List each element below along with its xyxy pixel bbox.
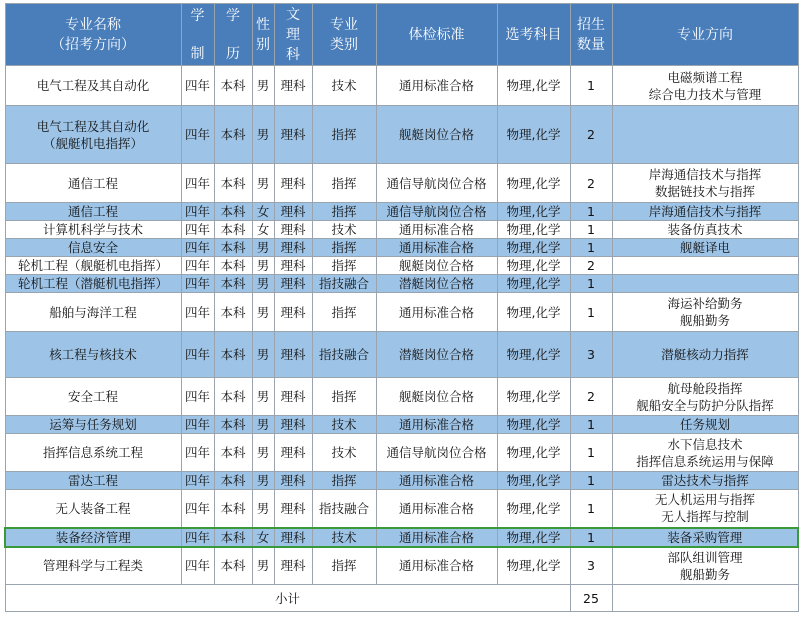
direction-cell [612, 66, 798, 106]
major-cell [5, 434, 181, 472]
category-cell: 指技融合 [312, 275, 376, 293]
duration-cell: 四年 [181, 66, 214, 106]
direction-cell [612, 472, 798, 490]
header-physical [376, 4, 497, 66]
header-subjects-label: 选考科目 [505, 26, 562, 43]
physical-cell: 通用标准合格 [376, 472, 497, 490]
category-cell: 技术 [312, 221, 376, 239]
quota-cell: 2 [570, 106, 612, 164]
physical-cell: 潜艇岗位合格 [376, 332, 497, 378]
track-cell: 理科 [274, 434, 312, 472]
category-cell: 指技融合 [312, 490, 376, 528]
duration-cell: 四年 [181, 293, 214, 332]
subjects-cell: 物理,化学 [497, 293, 570, 332]
duration-cell: 四年 [181, 257, 214, 275]
direction-line: 水下信息技术 [667, 436, 743, 452]
direction-line: 装备采购管理 [667, 529, 743, 545]
quota-cell: 1 [570, 221, 612, 239]
physical-cell: 潜艇岗位合格 [376, 275, 497, 293]
direction-line: 部队组训管理 [667, 549, 743, 565]
direction-cell [612, 490, 798, 528]
major-cell [5, 528, 181, 547]
gender-cell: 男 [252, 164, 274, 203]
table-row [5, 490, 798, 528]
category-cell: 指挥 [312, 164, 376, 203]
quota-cell: 2 [570, 164, 612, 203]
major-cell [5, 293, 181, 332]
subjects-cell: 物理,化学 [497, 239, 570, 257]
direction-line: 雷达技术与指挥 [661, 473, 749, 488]
major-line: 通信工程 [67, 204, 118, 219]
degree-cell: 本科 [214, 547, 252, 585]
major-cell [5, 547, 181, 585]
header-track-label: 文理科 [286, 6, 300, 63]
gender-cell: 男 [252, 66, 274, 106]
track-cell: 理科 [274, 239, 312, 257]
header-quota-label: 招生数量 [577, 16, 605, 53]
header-subjects [497, 4, 570, 66]
major-line: 电气工程及其自动化 [36, 78, 150, 93]
gender-cell: 女 [252, 203, 274, 221]
physical-cell: 通用标准合格 [376, 528, 497, 547]
track-cell: 理科 [274, 332, 312, 378]
major-line: 核工程与核技术 [49, 347, 137, 362]
subjects-cell: 物理,化学 [497, 434, 570, 472]
major-line: 运筹与任务规划 [49, 417, 137, 432]
direction-cell [612, 203, 798, 221]
degree-cell: 本科 [214, 221, 252, 239]
header-degree-top: 学 [226, 7, 240, 24]
subjects-cell: 物理,化学 [497, 164, 570, 203]
physical-cell: 通信导航岗位合格 [376, 164, 497, 203]
subjects-cell: 物理,化学 [497, 221, 570, 239]
major-cell [5, 257, 181, 275]
gender-cell: 男 [252, 378, 274, 416]
duration-cell: 四年 [181, 490, 214, 528]
gender-cell: 男 [252, 416, 274, 434]
subjects-cell: 物理,化学 [497, 66, 570, 106]
table-row [5, 378, 798, 416]
category-cell: 指挥 [312, 378, 376, 416]
track-cell: 理科 [274, 66, 312, 106]
direction-line: 舰船勤务 [679, 313, 730, 328]
major-line: 电气工程及其自动化 [36, 118, 150, 134]
track-cell: 理科 [274, 528, 312, 547]
category-cell: 指挥 [312, 257, 376, 275]
track-cell: 理科 [274, 221, 312, 239]
header-gender [252, 4, 274, 66]
major-line: 管理科学与工程类 [42, 558, 143, 574]
header-duration-top: 学 [190, 7, 205, 24]
major-line: 轮机工程（潜艇机电指挥） [17, 276, 168, 291]
subjects-cell: 物理,化学 [497, 257, 570, 275]
subjects-cell: 物理,化学 [497, 416, 570, 434]
table-row [5, 257, 798, 275]
direction-line: 潜艇核动力指挥 [661, 347, 749, 362]
header-category [312, 4, 376, 66]
direction-cell [612, 332, 798, 378]
table-row [5, 221, 798, 239]
major-cell [5, 416, 181, 434]
major-line: 轮机工程（舰艇机电指挥） [17, 258, 168, 273]
duration-cell: 四年 [181, 528, 214, 547]
category-cell: 指挥 [312, 472, 376, 490]
subjects-cell: 物理,化学 [497, 378, 570, 416]
direction-cell [612, 547, 798, 585]
physical-cell: 通用标准合格 [376, 221, 497, 239]
major-line: 指挥信息系统工程 [42, 445, 143, 460]
category-cell: 指技融合 [312, 332, 376, 378]
gender-cell: 男 [252, 106, 274, 164]
gender-cell: 男 [252, 472, 274, 490]
duration-cell: 四年 [181, 239, 214, 257]
physical-cell: 通信导航岗位合格 [376, 434, 497, 472]
header-quota [570, 4, 612, 66]
table-row [5, 547, 798, 585]
direction-line: 任务规划 [679, 417, 730, 432]
track-cell: 理科 [274, 203, 312, 221]
subjects-cell: 物理,化学 [497, 472, 570, 490]
total-quota: 25 [570, 585, 612, 612]
quota-cell: 1 [570, 203, 612, 221]
table-row [5, 416, 798, 434]
physical-cell: 舰艇岗位合格 [376, 106, 497, 164]
header-direction [612, 4, 798, 66]
direction-line: 电磁频谱工程 [667, 69, 743, 85]
header-physical-label: 体检标准 [408, 26, 465, 43]
physical-cell: 通用标准合格 [376, 66, 497, 106]
duration-cell: 四年 [181, 416, 214, 434]
category-cell: 指挥 [312, 203, 376, 221]
quota-cell: 3 [570, 547, 612, 585]
degree-cell: 本科 [214, 434, 252, 472]
physical-cell: 通用标准合格 [376, 416, 497, 434]
table-row [5, 528, 798, 547]
gender-cell: 男 [252, 257, 274, 275]
direction-cell [612, 528, 798, 547]
direction-line: 综合电力技术与管理 [648, 86, 762, 102]
direction-cell [612, 164, 798, 203]
track-cell: 理科 [274, 257, 312, 275]
subjects-cell: 物理,化学 [497, 490, 570, 528]
direction-line: 装备仿真技术 [667, 222, 743, 237]
quota-cell: 1 [570, 66, 612, 106]
duration-cell: 四年 [181, 332, 214, 378]
table-row [5, 203, 798, 221]
subjects-cell: 物理,化学 [497, 275, 570, 293]
physical-cell: 通用标准合格 [376, 547, 497, 585]
degree-cell: 本科 [214, 106, 252, 164]
degree-cell: 本科 [214, 416, 252, 434]
header-major [5, 4, 181, 66]
gender-cell: 男 [252, 275, 274, 293]
major-cell [5, 239, 181, 257]
physical-cell: 舰艇岗位合格 [376, 378, 497, 416]
direction-cell [612, 106, 798, 164]
header-major-sub: （招考方向） [51, 36, 135, 53]
quota-cell: 1 [570, 434, 612, 472]
direction-line: 岸海通信技术与指挥 [648, 167, 762, 182]
direction-cell [612, 221, 798, 239]
category-cell: 技术 [312, 416, 376, 434]
track-cell: 理科 [274, 472, 312, 490]
major-line: 装备经济管理 [55, 529, 131, 545]
table-row [5, 106, 798, 164]
total-label: 小计 [5, 585, 570, 612]
category-cell: 指挥 [312, 293, 376, 332]
major-cell [5, 66, 181, 106]
major-cell [5, 378, 181, 416]
quota-cell: 2 [570, 257, 612, 275]
header-duration [181, 4, 214, 66]
degree-cell: 本科 [214, 164, 252, 203]
subjects-cell: 物理,化学 [497, 106, 570, 164]
duration-cell: 四年 [181, 434, 214, 472]
physical-cell: 舰艇岗位合格 [376, 257, 497, 275]
major-line: 信息安全 [67, 240, 118, 255]
degree-cell: 本科 [214, 66, 252, 106]
track-cell: 理科 [274, 490, 312, 528]
gender-cell: 女 [252, 221, 274, 239]
degree-cell: 本科 [214, 293, 252, 332]
physical-cell: 通用标准合格 [376, 239, 497, 257]
category-cell: 技术 [312, 66, 376, 106]
subjects-cell: 物理,化学 [497, 203, 570, 221]
track-cell: 理科 [274, 275, 312, 293]
gender-cell: 男 [252, 434, 274, 472]
track-cell: 理科 [274, 547, 312, 585]
gender-cell: 女 [252, 528, 274, 547]
table-row [5, 239, 798, 257]
duration-cell: 四年 [181, 378, 214, 416]
header-degree-bottom: 历 [226, 45, 240, 62]
major-cell [5, 221, 181, 239]
category-cell: 指挥 [312, 239, 376, 257]
table-row [5, 275, 798, 293]
physical-cell: 通用标准合格 [376, 490, 497, 528]
quota-cell: 1 [570, 275, 612, 293]
header-duration-bottom: 制 [190, 45, 205, 62]
subjects-cell: 物理,化学 [497, 332, 570, 378]
major-cell [5, 203, 181, 221]
quota-cell: 2 [570, 378, 612, 416]
header-major-label: 专业名称 [65, 16, 121, 33]
category-cell: 指挥 [312, 547, 376, 585]
quota-cell: 1 [570, 490, 612, 528]
direction-cell [612, 257, 798, 275]
enrollment-table [4, 3, 799, 612]
direction-line: 舰船勤务 [679, 566, 730, 582]
header-degree [214, 4, 252, 66]
direction-line: 无人指挥与控制 [661, 509, 749, 525]
direction-line: 舰艇译电 [679, 240, 730, 255]
degree-cell: 本科 [214, 332, 252, 378]
enrollment-table-container [4, 3, 797, 612]
duration-cell: 四年 [181, 275, 214, 293]
major-cell [5, 472, 181, 490]
table-row [5, 66, 798, 106]
table-row [5, 434, 798, 472]
header-row [5, 4, 798, 66]
category-cell: 技术 [312, 528, 376, 547]
direction-line: 无人机运用与指挥 [654, 492, 755, 508]
direction-line: 航母舱段指挥 [667, 380, 743, 396]
quota-cell: 1 [570, 416, 612, 434]
category-cell: 技术 [312, 434, 376, 472]
major-cell [5, 106, 181, 164]
major-line: 无人装备工程 [55, 500, 131, 516]
table-row [5, 332, 798, 378]
degree-cell: 本科 [214, 203, 252, 221]
quota-cell: 1 [570, 293, 612, 332]
duration-cell: 四年 [181, 472, 214, 490]
direction-line: 数据链技术与指挥 [654, 184, 755, 199]
degree-cell: 本科 [214, 275, 252, 293]
track-cell: 理科 [274, 378, 312, 416]
header-gender-label: 性别 [256, 16, 270, 53]
header-direction-label: 专业方向 [677, 26, 733, 43]
degree-cell: 本科 [214, 490, 252, 528]
major-line: 计算机科学与技术 [42, 222, 143, 237]
degree-cell: 本科 [214, 257, 252, 275]
gender-cell: 男 [252, 332, 274, 378]
table-body [5, 66, 798, 585]
direction-cell [612, 275, 798, 293]
degree-cell: 本科 [214, 239, 252, 257]
major-line: （舰艇机电指挥） [42, 135, 143, 151]
direction-cell [612, 293, 798, 332]
duration-cell: 四年 [181, 106, 214, 164]
gender-cell: 男 [252, 490, 274, 528]
total-direction-empty [612, 585, 798, 612]
degree-cell: 本科 [214, 528, 252, 547]
table-row [5, 293, 798, 332]
duration-cell: 四年 [181, 547, 214, 585]
duration-cell: 四年 [181, 164, 214, 203]
total-row [5, 585, 798, 612]
major-cell [5, 164, 181, 203]
subjects-cell: 物理,化学 [497, 528, 570, 547]
header-category-label: 专业类别 [330, 16, 358, 53]
quota-cell: 1 [570, 239, 612, 257]
direction-cell [612, 378, 798, 416]
major-line: 雷达工程 [67, 473, 118, 488]
duration-cell: 四年 [181, 203, 214, 221]
major-cell [5, 275, 181, 293]
table-row [5, 472, 798, 490]
physical-cell: 通信导航岗位合格 [376, 203, 497, 221]
track-cell: 理科 [274, 293, 312, 332]
table-row [5, 164, 798, 203]
degree-cell: 本科 [214, 472, 252, 490]
major-line: 安全工程 [67, 389, 118, 404]
major-cell [5, 332, 181, 378]
track-cell: 理科 [274, 164, 312, 203]
quota-cell: 3 [570, 332, 612, 378]
duration-cell: 四年 [181, 221, 214, 239]
gender-cell: 男 [252, 547, 274, 585]
track-cell: 理科 [274, 416, 312, 434]
major-line: 通信工程 [67, 175, 118, 191]
direction-line: 岸海通信技术与指挥 [648, 204, 762, 219]
direction-cell [612, 434, 798, 472]
direction-line: 海运补给勤务 [667, 296, 743, 311]
direction-cell [612, 239, 798, 257]
direction-line: 指挥信息系统运用与保障 [636, 453, 774, 469]
gender-cell: 男 [252, 293, 274, 332]
gender-cell: 男 [252, 239, 274, 257]
category-cell: 指挥 [312, 106, 376, 164]
quota-cell: 1 [570, 472, 612, 490]
major-cell [5, 490, 181, 528]
header-track [274, 4, 312, 66]
quota-cell: 1 [570, 528, 612, 547]
physical-cell: 通用标准合格 [376, 293, 497, 332]
direction-line: 舰船安全与防护分队指挥 [636, 397, 774, 413]
track-cell: 理科 [274, 106, 312, 164]
direction-cell [612, 416, 798, 434]
degree-cell: 本科 [214, 378, 252, 416]
subjects-cell: 物理,化学 [497, 547, 570, 585]
major-line: 船舶与海洋工程 [49, 304, 137, 320]
